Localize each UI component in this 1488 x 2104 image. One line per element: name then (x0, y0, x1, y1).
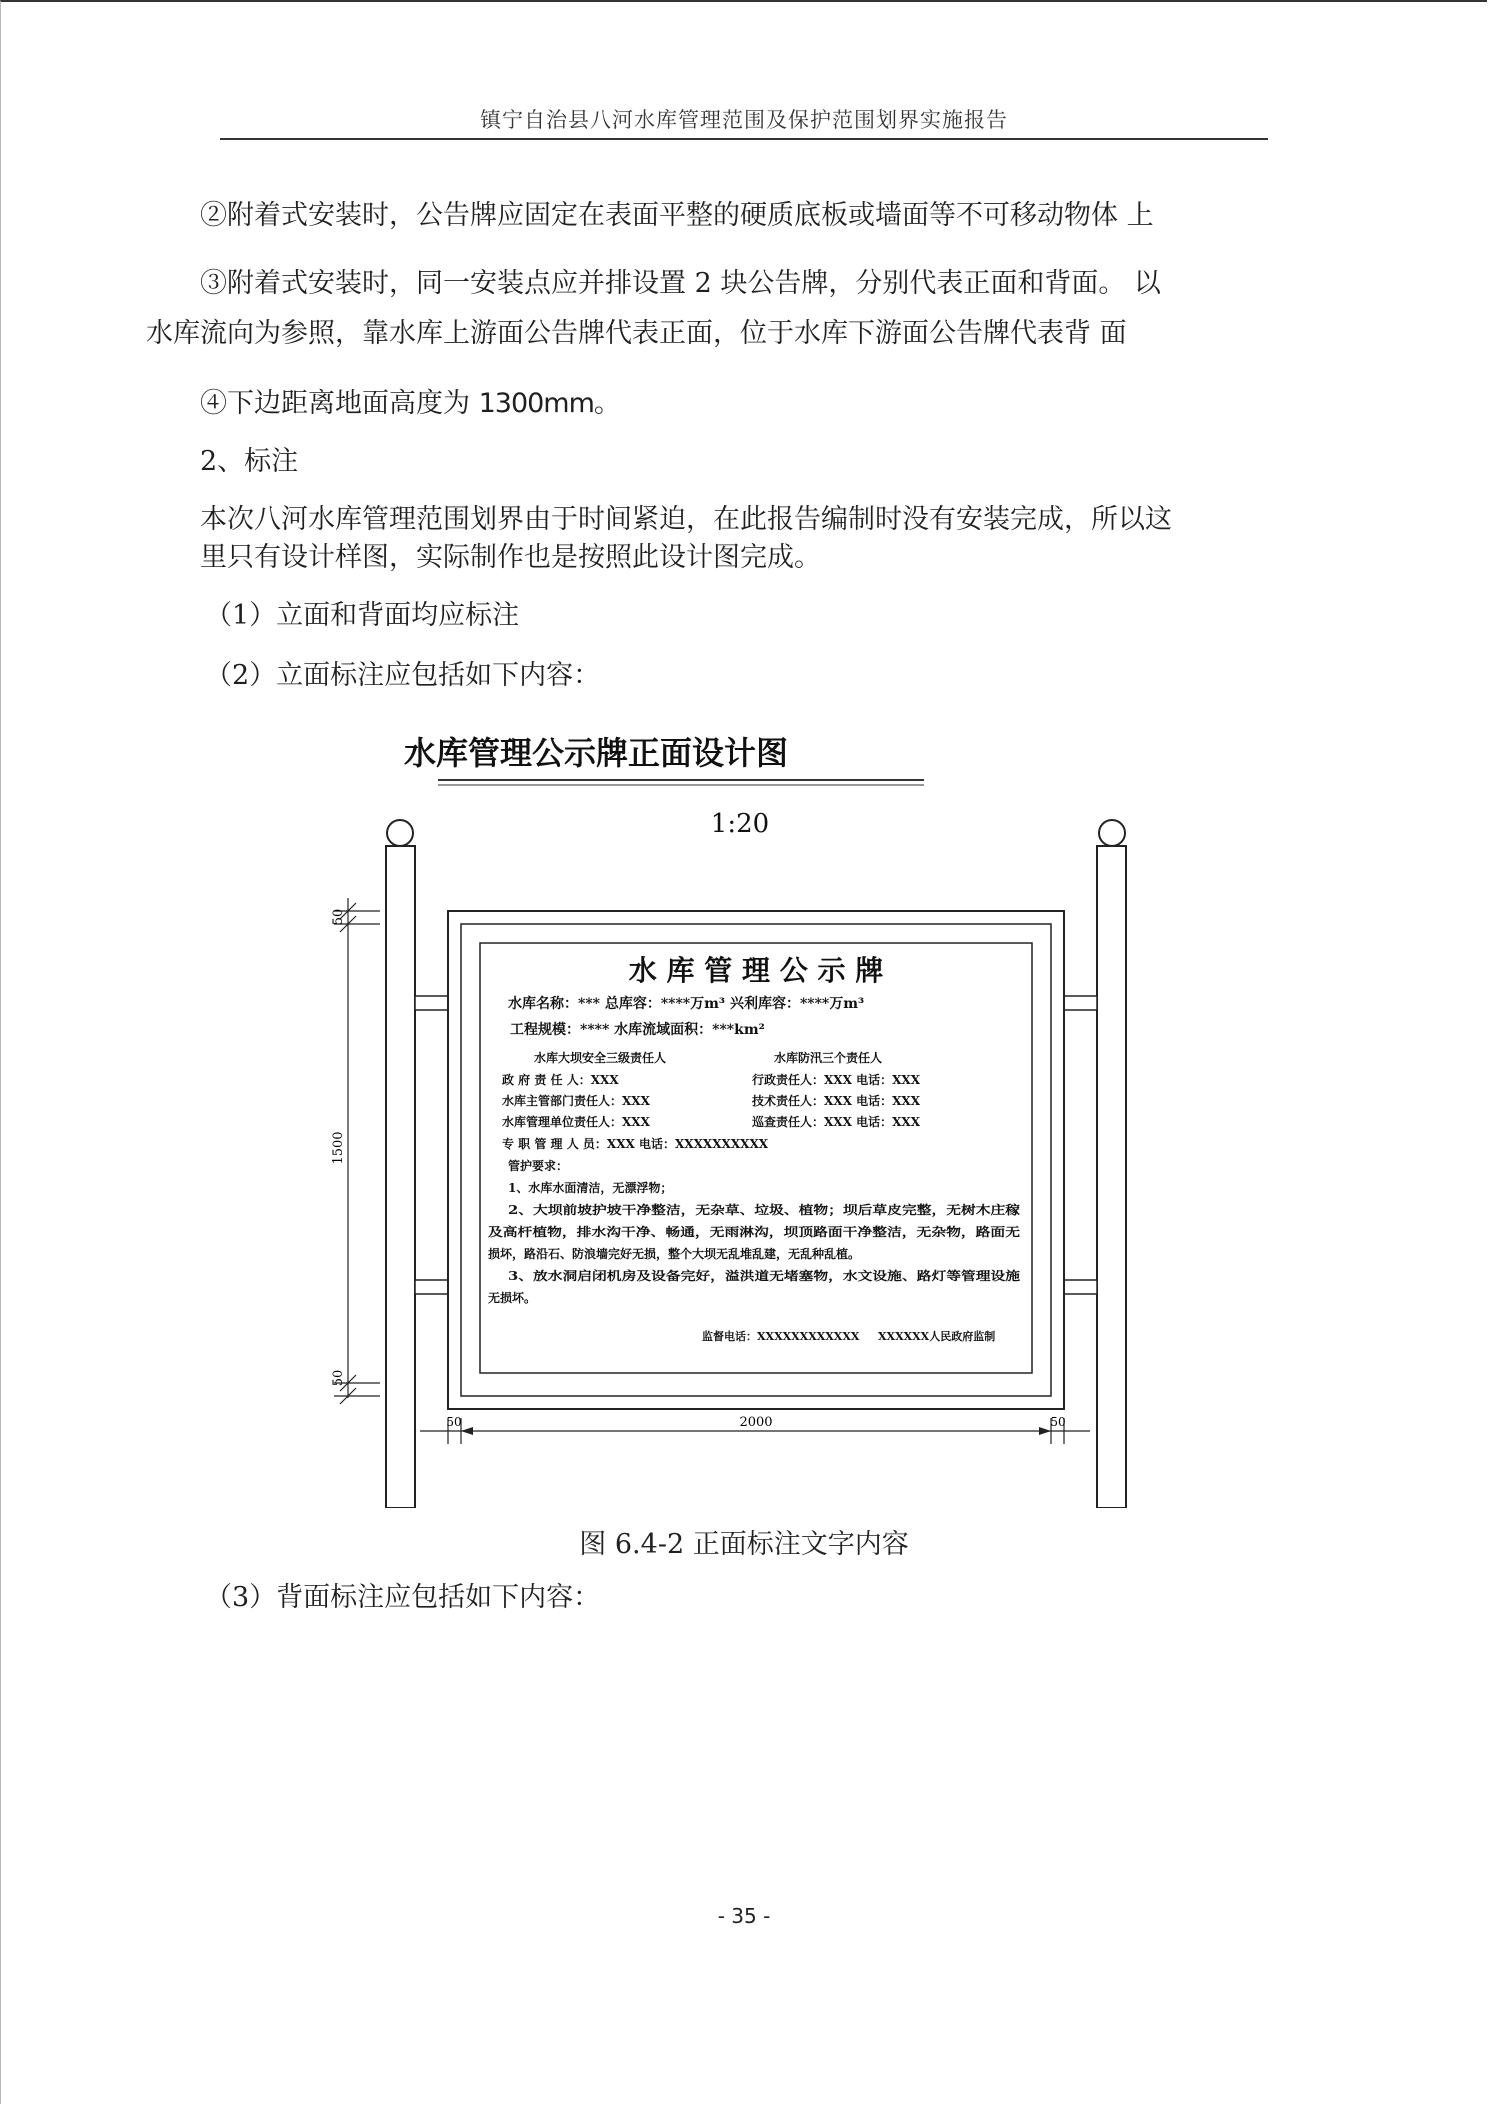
figure-scale: 1:20 (710, 809, 770, 839)
page-number: - 35 - (717, 1904, 771, 1928)
sign-requirement-2: 2、大坝前坡护坡干净整洁，无杂草、垃圾、植物；坝后草皮完整，无树木庄稼 (508, 1203, 925, 1217)
paragraph-bottom-height (200, 384, 620, 424)
sign-requirements-title: 管护要求： (508, 1159, 569, 1173)
sign-right-line-3: 巡查责任人：XXX 电话：XXX (752, 1115, 921, 1129)
sign-left-line-1: 政 府 责 任 人：XXX (502, 1073, 619, 1087)
sign-hotline: 监督电话：XXXXXXXXXXXX (702, 1330, 860, 1343)
sign-left-line-2: 水库主管部门责任人：XXX (502, 1094, 650, 1108)
list-item-1: （1）立面和背面均应标注 (205, 600, 520, 631)
sign-requirement-1: 1、水库水面清洁，无漂浮物； (508, 1181, 673, 1195)
left-upper-bracket (415, 996, 448, 1010)
dim-board-width: 2000 (739, 1415, 773, 1430)
dim-right-margin: 50 (1050, 1415, 1066, 1429)
dim-left-margin: 50 (446, 1415, 462, 1429)
paragraph-intro-line2: 里只有设计样图，实际制作也是按照此设计图完成。 (200, 542, 821, 573)
figure-caption: 图 6.4-2 正面标注文字内容 (579, 1529, 909, 1560)
sign-right-line-1: 行政责任人：XXX 电话：XXX (752, 1073, 921, 1087)
sign-requirement-5: 3、放水洞启闭机房及设备完好，溢洪道无堵塞物，水文设施、路灯等管理设施 (508, 1269, 925, 1283)
signboard-design-figure (290, 728, 1150, 1508)
sign-row-1: 水库名称：*** 总库容：****万m³ 兴利库容：****万m³ (508, 996, 865, 1012)
sign-left-line-3: 水库管理单位责任人：XXX (502, 1115, 650, 1129)
paragraph-attached-install-3-line2: 水库流向为参照，靠水库上游面公告牌代表正面，位于水库下游面公告牌代表背 面 (146, 318, 1127, 349)
list-item-3: （3）背面标注应包括如下内容： (205, 1582, 601, 1613)
header-rule (220, 138, 1268, 140)
paragraph-attached-install-2: ②附着式安装时，公告牌应固定在表面平整的硬质底板或墙面等不可移动物体 上 (200, 200, 1154, 231)
right-upper-bracket (1064, 996, 1097, 1010)
running-header: 镇宁自治县八河水库管理范围及保护范围划界实施报告 (480, 108, 1008, 132)
sign-right-group-title: 水库防汛三个责任人 (774, 1051, 883, 1065)
right-post-cap (1099, 820, 1125, 846)
list-item-2: （2）立面标注应包括如下内容： (205, 660, 601, 691)
dim-top-margin: 50 (331, 908, 346, 926)
dim-bottom-margin: 50 (331, 1369, 346, 1387)
sign-authority: XXXXXX人民政府监制 (878, 1330, 996, 1343)
bottom-height-text: ④下边距离地面高度为 (200, 388, 479, 419)
sign-left-group-title: 水库大坝安全三级责任人 (534, 1051, 667, 1065)
dim-board-height: 1500 (331, 1131, 346, 1165)
section-heading-annotation: 2、标注 (200, 446, 299, 477)
figure-title: 水库管理公示牌正面设计图 (403, 734, 789, 772)
sign-requirement-6: 无损坏。 (488, 1291, 537, 1305)
paragraph-intro-line1: 本次八河水库管理范围划界由于时间紧迫，在此报告编制时没有安装完成，所以这 (200, 504, 1172, 535)
sign-row-2: 工程规模：**** 水库流域面积：***km² (510, 1022, 765, 1038)
right-lower-bracket (1064, 1280, 1097, 1294)
left-post (386, 846, 415, 1508)
bottom-height-value: 1300mm。 (478, 388, 620, 419)
right-post (1097, 846, 1126, 1508)
sign-right-line-2: 技术责任人：XXX 电话：XXX (752, 1094, 921, 1108)
left-post-cap (387, 820, 413, 846)
sign-requirement-4: 损坏，路沿石、防浪墙完好无损，整个大坝无乱堆乱建，无乱种乱植。 (488, 1247, 861, 1261)
left-lower-bracket (415, 1280, 448, 1294)
paragraph-attached-install-3-line1: ③附着式安装时，同一安装点应并排设置 2 块公告牌，分别代表正面和背面。 以 (200, 268, 1161, 299)
sign-requirement-3: 及高杆植物，排水沟干净、畅通，无雨淋沟，坝顶路面干净整洁，无杂物，路面无 (488, 1225, 921, 1239)
sign-staff-line: 专 职 管 理 人 员：XXX 电话：XXXXXXXXXX (502, 1137, 769, 1151)
sign-heading: 水 库 管 理 公 示 牌 (628, 954, 884, 987)
